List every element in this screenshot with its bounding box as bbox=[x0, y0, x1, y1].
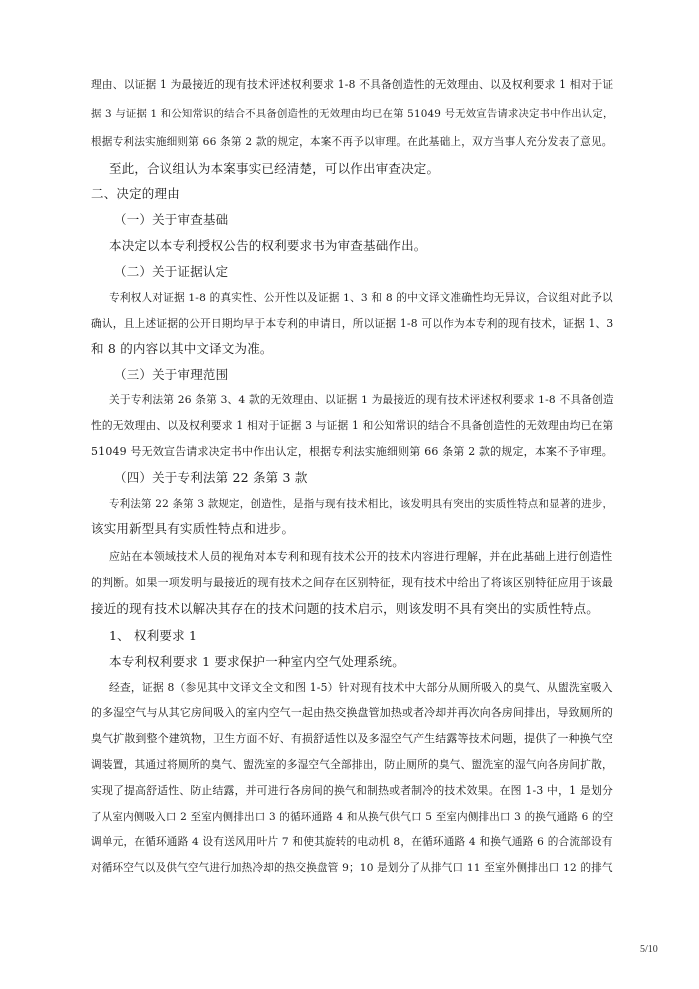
subsection-heading: （二）关于证据认定 bbox=[114, 264, 229, 279]
text-line: 了从室内侧吸入口 2 至室内侧排出口 3 的循环通路 4 和从换气供气口 5 至室内侧排出口 3 的换气通路 6 的空 bbox=[91, 811, 614, 823]
text-line: 性的无效理由、以及权利要求 1 相对于证据 3 与证据 1 和公知常识的结合不具备创造性的无效理由均已在第 bbox=[91, 419, 614, 432]
section-heading: 二、决定的理由 bbox=[91, 186, 180, 201]
subsection-heading: （四）关于专利法第 22 条第 3 款 bbox=[114, 470, 308, 485]
text-line: 接近的现有技术以解决其存在的技术问题的技术启示，则该发明不具有突出的实质性特点。 bbox=[91, 601, 600, 616]
text-line: 本专利权利要求 1 要求保护一种室内空气处理系统。 bbox=[109, 654, 405, 669]
text-line: 的判断。如果一项发明与最接近的现有技术之间存在区别特征，现有技术中给出了将该区别特征应用于该最 bbox=[91, 576, 613, 589]
text-line: 和 8 的内容以其中文译文为准。 bbox=[91, 341, 273, 356]
text-line: 专利权人对证据 1-8 的真实性、公开性以及证据 1、3 和 8 的中文译文准确性均无异议，合议组对此予以 bbox=[109, 291, 613, 304]
text-line: 对循环空气以及供气空气进行加热冷却的热交换盘管 9；10 是划分了从排气口 11 至室外侧排出口 12 的排气 bbox=[91, 862, 613, 874]
text-line: 根据专利法实施细则第 66 条第 2 款的规定，本案不再予以审理。在此基础上，双方当事人充分发表了意见。 bbox=[91, 135, 613, 148]
text-line: 实现了提高舒适性、防止结露，并可进行各房间的换气和制热或者制冷的技术效果。在图 1-3 中，1 是划分 bbox=[91, 784, 614, 797]
page-number: 5/10 bbox=[640, 944, 658, 955]
text-line: 专利法第 22 条第 3 款规定，创造性，是指与现有技术相比，该发明具有突出的实质性特点和显著的进步， bbox=[109, 498, 614, 510]
text-line: 应站在本领域技术人员的视角对本专利和现有技术公开的技术内容进行理解，并在此基础上进行创造性 bbox=[109, 550, 613, 563]
text-line: 调单元，在循环通路 4 设有送风用叶片 7 和使其旋转的电动机 8，在循环通路 4 和换气通路 6 的合流部设有 bbox=[91, 835, 613, 848]
text-line: 经查，证据 8（参见其中文译文全文和图 1-5）针对现有技术中大部分从厕所吸入的臭气、从盥洗室吸入 bbox=[109, 681, 613, 694]
text-line: 调装置，其通过将厕所的臭气、盥洗室的多湿空气全部排出，防止厕所的臭气、盥洗室的湿气向各房间扩散， bbox=[91, 758, 613, 771]
text-line: 本决定以本专利授权公告的权利要求书为审查基础作出。 bbox=[109, 238, 427, 253]
subsection-heading: （三）关于审理范围 bbox=[114, 367, 229, 382]
text-line: 至此，合议组认为本案事实已经清楚，可以作出审查决定。 bbox=[109, 161, 440, 176]
text-line: 关于专利法第 26 条第 3、4 款的无效理由、以证据 1 为最接近的现有技术评述权利要求 1-8 不具备创造 bbox=[109, 393, 614, 406]
text-line: 的多湿空气与从其它房间吸入的室内空气一起由热交换盘管加热或者冷却并再次向各房间排出，导致厕所的 bbox=[91, 706, 613, 719]
text-line: 据 3 与证据 1 和公知常识的结合不具备创造性的无效理由均已在第 51049 号无效宣告请求决定书中作出认定， bbox=[91, 108, 614, 120]
text-line: 臭气扩散到整个建筑物，卫生方面不好、有损舒适性以及多湿空气产生结露等技术问题，提供了一种换气空 bbox=[91, 732, 613, 745]
subsection-heading: （一）关于审查基础 bbox=[114, 212, 229, 227]
text-line: 1、 权利要求 1 bbox=[109, 628, 198, 643]
text-line: 该实用新型具有实质性特点和进步。 bbox=[91, 521, 295, 536]
text-line: 51049 号无效宣告请求决定书中作出认定，根据专利法实施细则第 66 条第 2 款的规定，本案不予审理。 bbox=[91, 445, 613, 458]
text-line: 理由、以证据 1 为最接近的现有技术评述权利要求 1-8 不具备创造性的无效理由、以及权利要求 1 相对于证 bbox=[91, 78, 614, 91]
text-line: 确认，且上述证据的公开日期均早于本专利的申请日，所以证据 1-8 可以作为本专利的现有技术，证据 1、3 bbox=[91, 317, 614, 330]
